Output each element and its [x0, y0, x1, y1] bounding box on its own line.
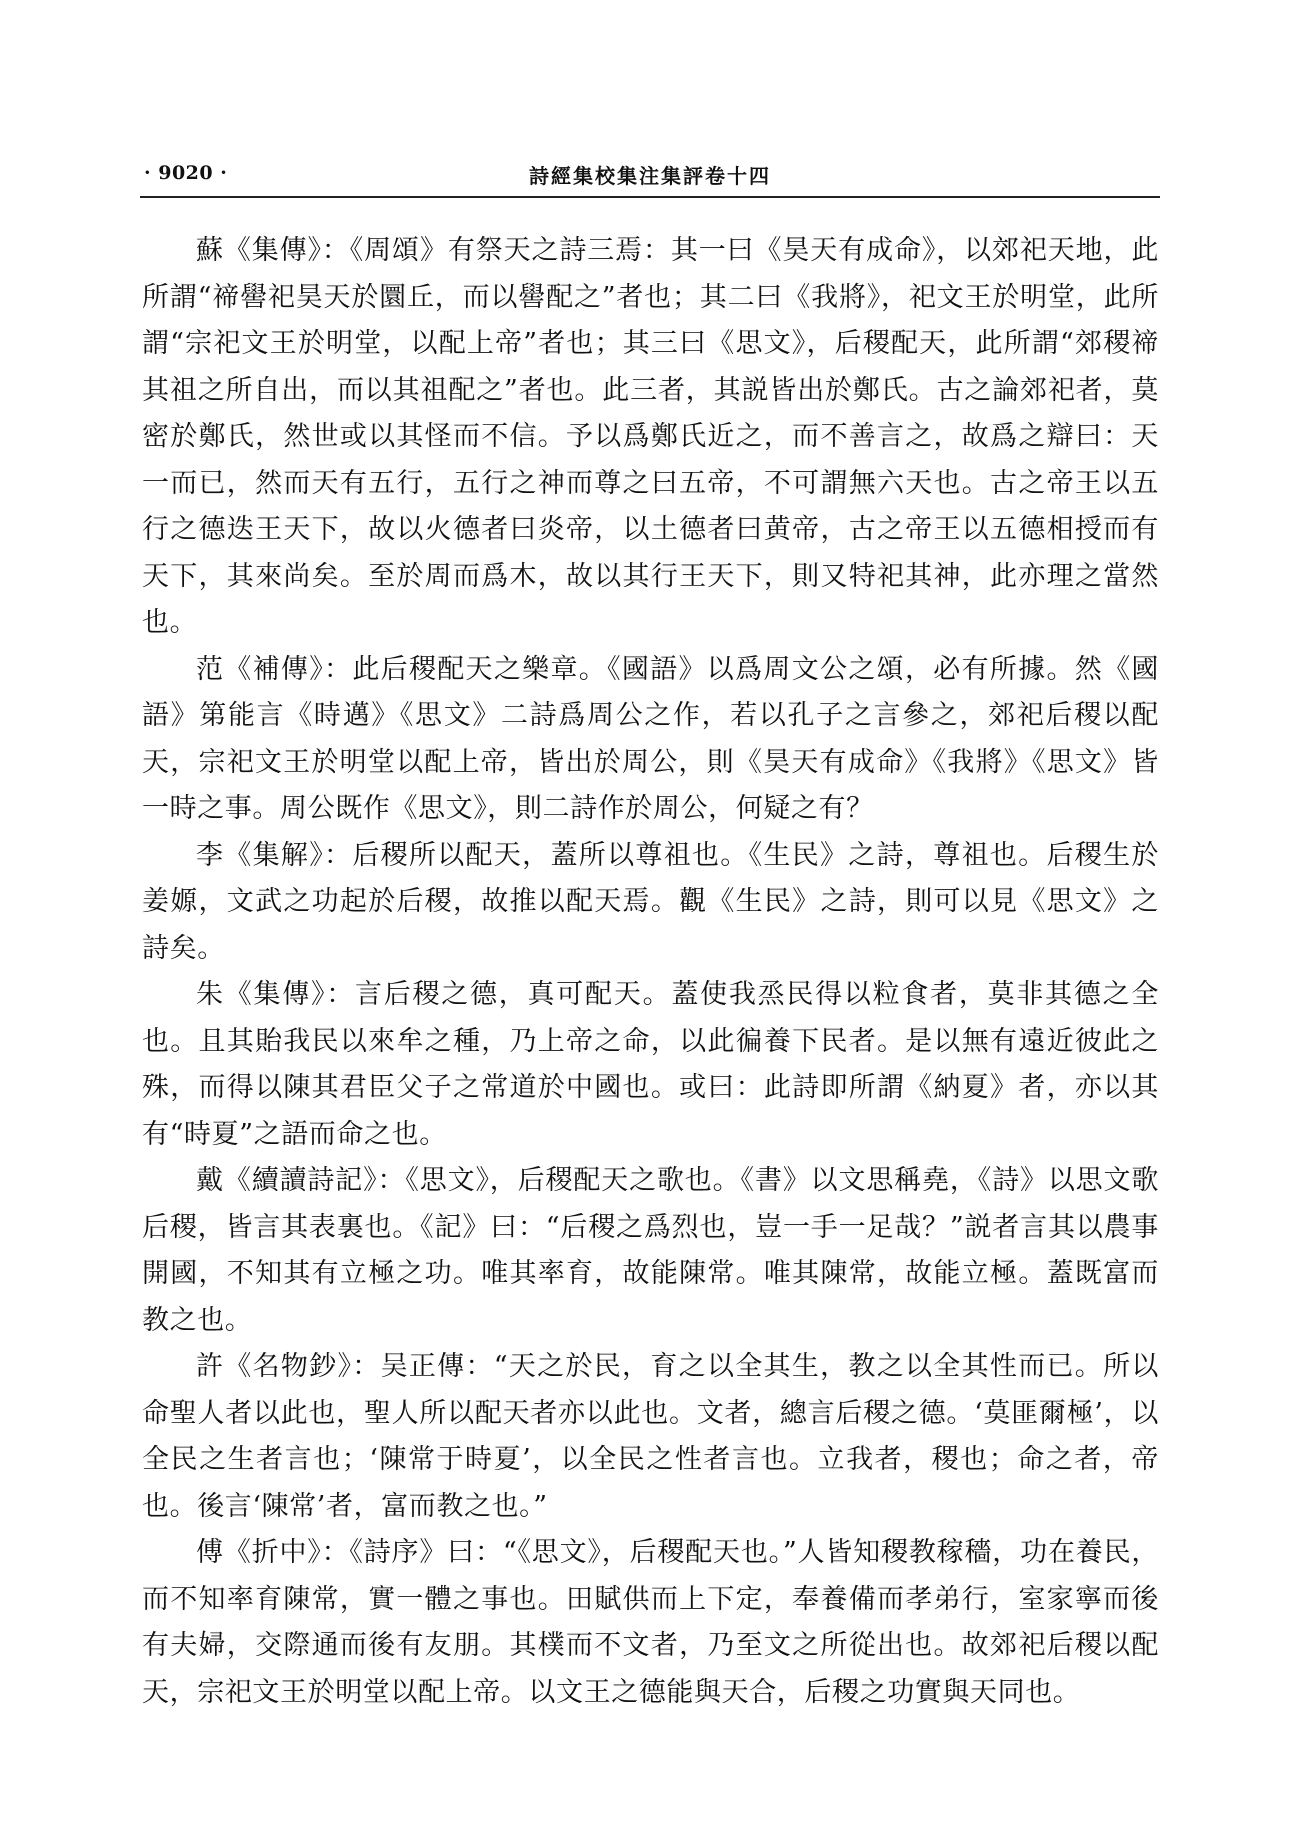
- commentary-paragraph-fan: 范《補傳》：此后稷配天之樂章。《國語》以爲周文公之頌，必有所據。然《國語》第能言《時邁》《思文》二詩爲周公之作，若以孔子之言參之，郊祀后稷以配天，宗祀文王於明堂以配上帝，皆出於周公，則《昊天有成命》《我將》《思文》皆一時之事。周公既作《思文》，則二詩作於周公，何疑之有？: [142, 653, 1159, 824]
- running-title: 詩經集校集注集評卷十四: [529, 164, 771, 188]
- page-body: [142, 228, 1159, 1716]
- commentary-paragraph-li: 李《集解》：后稷所以配天，蓋所以尊祖也。《生民》之詩，尊祖也。后稷生於姜嫄，文武之功起於后稷，故推以配天焉。觀《生民》之詩，則可以見《思文》之詩矣。: [142, 839, 1159, 964]
- commentary-paragraph-dai: 戴《續讀詩記》：《思文》，后稷配天之歌也。《書》以文思稱堯，《詩》以思文歌后稷，皆言其表裏也。《記》曰：“后稷之爲烈也，豈一手一足哉？”説者言其以農事開國，不知其有立極之功。唯其率育，故能陳常。唯其陳常，故能立極。蓋既富而教之也。: [142, 1165, 1159, 1336]
- header-rule: [140, 196, 1160, 198]
- commentary-paragraph-su: 蘇《集傳》：《周頌》有祭天之詩三焉：其一曰《昊天有成命》，以郊祀天地，此所謂“禘嚳祀昊天於圜丘，而以嚳配之”者也；其二曰《我將》，祀文王於明堂，此所謂“宗祀文王於明堂，以配上帝”者也；其三曰《思文》，后稷配天，此所謂“郊稷禘其祖之所自出，而以其祖配之”者也。此三者，其説皆出於鄭氏。古之論郊祀者，莫密於鄭氏，然世或以其怪而不信。予以爲鄭氏近之，而不善言之，故爲之辯曰：天一而已，然而天有五行，五行之神而尊之曰五帝，不可謂無六天也。古之帝王以五行之德迭王天下，故以火德者曰炎帝，以土德者曰黄帝，古之帝王以五德相授而有天下，其來尚矣。至於周而爲木，故以其行王天下，則又特祀其神，此亦理之當然也。: [142, 235, 1159, 638]
- page-header: [140, 158, 1160, 194]
- commentary-paragraph-xu: 許《名物鈔》：吴正傳：“天之於民，育之以全其生，教之以全其性而已。所以命聖人者以此也，聖人所以配天者亦以此也。文者，總言后稷之德。‘莫匪爾極’，以全民之生者言也；‘陳常于時夏’，以全民之性者言也。立我者，稷也；命之者，帝也。後言‘陳常’者，富而教之也。”: [142, 1351, 1159, 1522]
- page-number: · 9020 ·: [144, 162, 228, 184]
- commentary-paragraph-zhu: 朱《集傳》：言后稷之德，真可配天。蓋使我烝民得以粒食者，莫非其德之全也。且其貽我民以來牟之種，乃上帝之命，以此徧養下民者。是以無有遠近彼此之殊，而得以陳其君臣父子之常道於中國也。或曰：此詩即所謂《納夏》者，亦以其有“時夏”之語而命之也。: [142, 979, 1159, 1150]
- commentary-paragraph-fu: 傅《折中》：《詩序》曰：“《思文》，后稷配天也。”人皆知稷教稼穡，功在養民，而不知率育陳常，實一體之事也。田賦供而上下定，奉養備而孝弟行，室家寧而後有夫婦，交際通而後有友朋。其樸而不文者，乃至文之所從出也。故郊祀后稷以配天，宗祀文王於明堂以配上帝。以文王之德能與天合，后稷之功實與天同也。: [142, 1537, 1159, 1708]
